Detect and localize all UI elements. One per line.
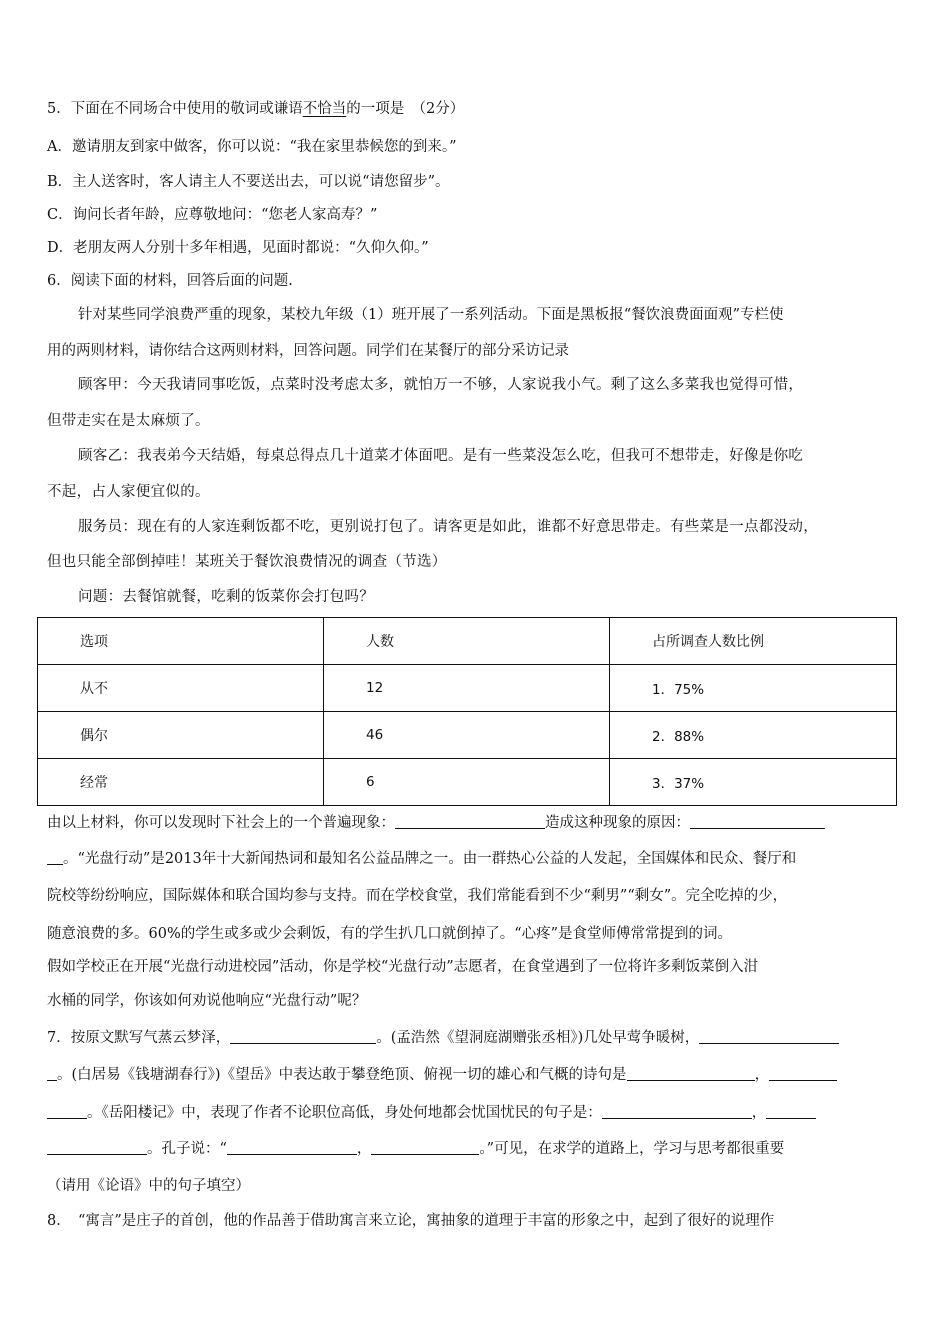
q7-line-1 xyxy=(47,1028,839,1048)
table-row xyxy=(38,712,897,759)
table-row xyxy=(38,665,897,712)
table-header-row xyxy=(38,618,897,665)
q7-text: 。(孟浩然《望洞庭湖赠张丞相》)几处早莺争暖树， xyxy=(376,1030,700,1046)
answer-blank[interactable] xyxy=(230,1029,376,1044)
q5-option-b: B．主人送客时，客人请主人不要送出去，可以说“请您留步”。 xyxy=(47,174,450,190)
q5-title-emphasis: 不恰当 xyxy=(302,101,347,117)
q7-line-3 xyxy=(47,1103,816,1123)
table-cell: 1．75% xyxy=(610,665,897,712)
q8-line-1: 8． “寓言”是庄子的首创，他的作品善于借助寓言来立论，寓抽象的道理于丰富的形象之中，起到了很好的说理作 xyxy=(47,1213,775,1229)
answer-blank[interactable] xyxy=(395,814,545,829)
q6-text-line-3: 院校等纷纷响应，国际媒体和联合国均参与支持。而在学校食堂，我们常能看到不少“剩男”“剩女”。完全吃掉的少， xyxy=(47,888,788,904)
table-header-cell: 占所调查人数比例 xyxy=(610,618,897,665)
q6-guest-b-line-2: 不起，占人家便宜似的。 xyxy=(47,484,210,500)
table-header-cell: 选项 xyxy=(38,618,324,665)
q7-text: 7．按原文默写气蒸云梦泽， xyxy=(47,1030,231,1046)
answer-blank[interactable] xyxy=(47,1104,87,1119)
q6-intro-line-2: 用的两则材料，请你结合这两则材料，回答问题。同学们在某餐厅的部分采访记录 xyxy=(47,343,569,359)
answer-blank[interactable] xyxy=(47,1066,57,1081)
q7-text: ， xyxy=(356,1141,372,1157)
q6-title: 6．阅读下面的材料，回答后面的问题. xyxy=(47,273,293,289)
table-cell: 经常 xyxy=(38,759,324,806)
answer-blank[interactable] xyxy=(47,1140,147,1155)
answer-blank[interactable] xyxy=(371,1140,479,1155)
q6-guest-a-line-2: 但带走实在是太麻烦了。 xyxy=(47,413,210,429)
survey-table xyxy=(37,617,897,806)
q5-title xyxy=(47,99,464,119)
q7-text: 。《岳阳楼记》中，表现了作者不论职位高低，身处何地都会忧国忧民的句子是： xyxy=(87,1105,602,1121)
table-cell: 6 xyxy=(324,759,610,806)
answer-blank[interactable] xyxy=(699,1029,839,1044)
q7-text: 。(白居易《钱塘湖春行》)《望岳》中表达敢于攀登绝顶、俯视一切的雄心和气概的诗句是 xyxy=(57,1067,627,1083)
q6-phenomenon-prompt: 由以上材料，你可以发现时下社会上的一个普遍现象： xyxy=(47,815,395,831)
table-cell: 46 xyxy=(324,712,610,759)
q6-waiter-line-1: 服务员：现在有的人家连剩饭都不吃，更别说打包了。请客更是如此，谁都不好意思带走。有些菜是一点都没动， xyxy=(78,519,818,535)
table-cell: 2．88% xyxy=(610,712,897,759)
q6-guest-a-line-1: 顾客甲：今天我请同事吃饭，点菜时没考虑太多，就怕万一不够，人家说我小气。剩了这么多菜我也觉得可惜， xyxy=(78,377,804,393)
q6-waiter-line-2: 但也只能全部倒掉哇！某班关于餐饮浪费情况的调查（节选） xyxy=(47,554,447,570)
q5-title-end: 的一项是 （2分） xyxy=(346,101,465,117)
q7-line-5: （请用《论语》中的句子填空） xyxy=(47,1178,250,1194)
table-cell: 12 xyxy=(324,665,610,712)
q6-intro-line-1: 针对某些同学浪费严重的现象，某校九年级（1）班开展了一系列活动。下面是黑板报“餐饮浪费面面观”专栏使 xyxy=(78,307,784,323)
answer-blank[interactable] xyxy=(690,814,825,829)
answer-blank[interactable] xyxy=(766,1104,816,1119)
q7-text: 。”可见，在求学的道路上，学习与思考都很重要 xyxy=(479,1141,785,1157)
q6-survey-question: 问题：去餐馆就餐，吃剩的饭菜你会打包吗？ xyxy=(78,589,374,605)
q7-text: ， xyxy=(754,1067,770,1083)
answer-blank[interactable] xyxy=(227,1140,357,1155)
answer-blank[interactable] xyxy=(602,1104,752,1119)
q5-option-a: A．邀请朋友到家中做客，你可以说：“我在家里恭候您的到来。” xyxy=(47,139,457,155)
q7-text: ， xyxy=(751,1105,767,1121)
table-cell: 3．37% xyxy=(610,759,897,806)
q5-title-start: 5．下面在不同场合中使用的敬词或谦语 xyxy=(47,101,303,117)
q7-text: 。孔子说：“ xyxy=(147,1141,227,1157)
answer-blank[interactable] xyxy=(627,1066,755,1081)
q6-text-line-4: 随意浪费的多。60%的学生或多或少会剩饭，有的学生扒几口就倒掉了。“心疼”是食堂师傅常常提到的词。 xyxy=(47,926,733,942)
answer-blank[interactable] xyxy=(769,1066,837,1081)
q5-option-d: D．老朋友两人分别十多年相遇，见面时都说：“久仰久仰。” xyxy=(47,240,429,256)
q6-answer-line-1 xyxy=(47,813,825,833)
q6-text-line-2: 。“光盘行动”是2013年十大新闻热词和最知名公益品牌之一。由一群热心公益的人发起，全国媒体和民众、餐厅和 xyxy=(63,851,797,867)
q7-line-4 xyxy=(47,1139,784,1159)
table-cell: 从不 xyxy=(38,665,324,712)
table-header-cell: 人数 xyxy=(324,618,610,665)
q6-answer-line-2 xyxy=(47,849,796,869)
q6-text-line-5: 假如学校正在开展“光盘行动进校园”活动，你是学校“光盘行动”志愿者，在食堂遇到了一位将许多剩饭菜倒入泔 xyxy=(47,959,759,975)
q6-reason-prompt: 造成这种现象的原因： xyxy=(545,815,690,831)
answer-blank[interactable] xyxy=(47,850,63,865)
q5-option-c: C．询问长者年龄，应尊敬地问：“您老人家高寿？” xyxy=(47,207,378,223)
table-row xyxy=(38,759,897,806)
q6-text-line-6: 水桶的同学，你该如何劝说他响应“光盘行动”呢？ xyxy=(47,993,367,1009)
q6-guest-b-line-1: 顾客乙：我表弟今天结婚，每桌总得点几十道菜才体面吧。是有一些菜没怎么吃，但我可不想带走，好像是你吃 xyxy=(78,448,804,464)
q7-line-2 xyxy=(47,1065,837,1085)
table-cell: 偶尔 xyxy=(38,712,324,759)
